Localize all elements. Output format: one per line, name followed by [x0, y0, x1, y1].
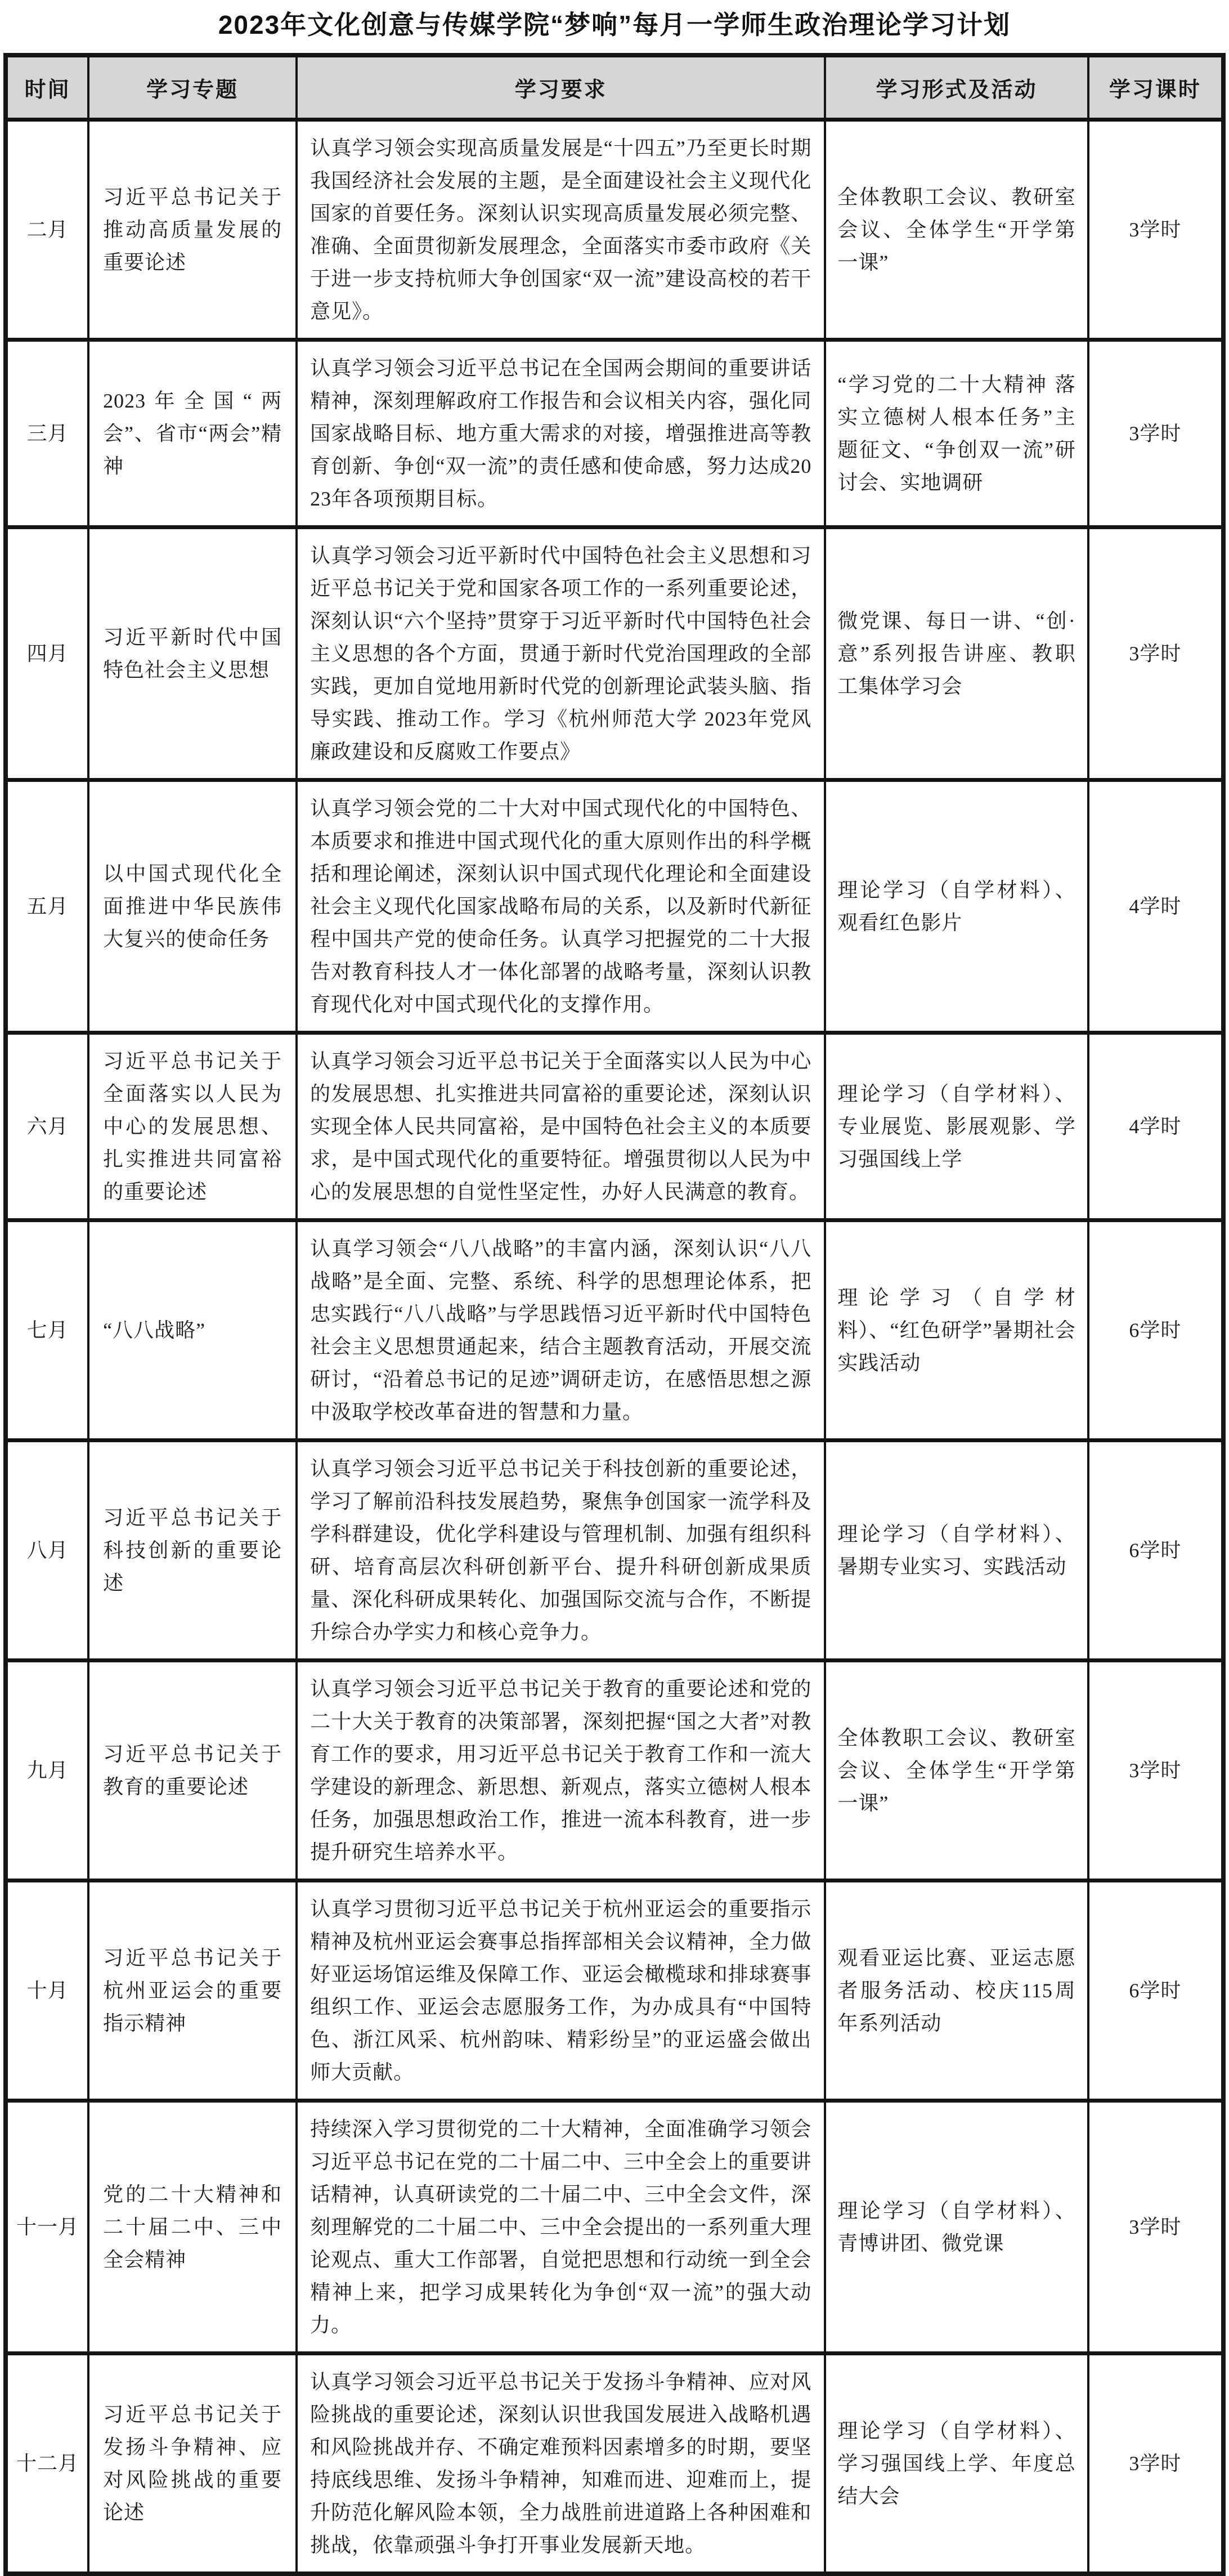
cell-form: 观看亚运比赛、亚运志愿者服务活动、校庆115周年系列活动: [825, 1880, 1088, 2100]
cell-hours: 3学时: [1088, 2353, 1223, 2574]
cell-month: 五月: [6, 780, 88, 1032]
col-header-form: 学习形式及活动: [825, 55, 1088, 120]
cell-hours: 6学时: [1088, 1880, 1223, 2100]
cell-requirement: 认真学习领会习近平总书记在全国两会期间的重要讲话精神，深刻理解政府工作报告和会议相关内容，强化同国家战略目标、地方重大需求的对接，增强推进高等教育创新、争创“双一流”的责任感和使命感，努力达成2023年各项预期目标。: [297, 339, 825, 527]
cell-hours: 3学时: [1088, 527, 1223, 780]
cell-form: 理论学习（自学材料）、暑期专业实习、实践活动: [825, 1440, 1088, 1660]
cell-hours: 4学时: [1088, 780, 1223, 1032]
cell-requirement: 认真学习领会习近平总书记关于全面落实以人民为中心的发展思想、扎实推进共同富裕的重要论述，深刻认识实现全体人民共同富裕，是中国特色社会主义的本质要求，是中国式现代化的重要特征。增强贯彻以人民为中心的发展思想的自觉性坚定性，办好人民满意的教育。: [297, 1032, 825, 1220]
table-row: [6, 527, 1223, 780]
cell-form: 理论学习（自学材料）、青博讲团、微党课: [825, 2100, 1088, 2353]
cell-requirement: 认真学习领会习近平总书记关于教育的重要论述和党的二十大关于教育的决策部署，深刻把握“国之大者”对教育工作的要求，用习近平总书记关于教育工作和一流大学建设的新理念、新思想、新观点，落实立德树人根本任务，加强思想政治工作，推进一流本科教育，进一步提升研究生培养水平。: [297, 1660, 825, 1880]
page-title: 2023年文化创意与传媒学院“梦响”每月一学师生政治理论学习计划: [218, 10, 1011, 39]
col-header-requirement: 学习要求: [297, 55, 825, 120]
cell-hours: 4学时: [1088, 1032, 1223, 1220]
cell-topic: 党的二十大精神和二十届二中、三中全会精神: [88, 2100, 297, 2353]
cell-form: 理论学习（自学材料）、“红色研学”暑期社会实践活动: [825, 1220, 1088, 1440]
cell-month: 七月: [6, 1220, 88, 1440]
table-row: [6, 339, 1223, 527]
cell-month: 九月: [6, 1660, 88, 1880]
col-header-topic: 学习专题: [88, 55, 297, 120]
table-row: [6, 2353, 1223, 2574]
table-row: [6, 1880, 1223, 2100]
cell-topic: 习近平总书记关于教育的重要论述: [88, 1660, 297, 1880]
cell-month: 三月: [6, 339, 88, 527]
cell-requirement: 认真学习领会习近平总书记关于科技创新的重要论述，学习了解前沿科技发展趋势，聚焦争创国家一流学科及学科群建设，优化学科建设与管理机制、加强有组织科研、培育高层次科研创新平台、提升科研创新成果质量、深化科研成果转化、加强国际交流与合作，不断提升综合办学实力和核心竞争力。: [297, 1440, 825, 1660]
cell-month: 十一月: [6, 2100, 88, 2353]
cell-hours: 3学时: [1088, 2100, 1223, 2353]
cell-topic: 习近平总书记关于发扬斗争精神、应对风险挑战的重要论述: [88, 2353, 297, 2574]
cell-topic: 习近平新时代中国特色社会主义思想: [88, 527, 297, 780]
cell-topic: 习近平总书记关于科技创新的重要论述: [88, 1440, 297, 1660]
cell-requirement: 认真学习领会习近平总书记关于发扬斗争精神、应对风险挑战的重要论述，深刻认识世我国发展进入战略机遇和风险挑战并存、不确定难预料因素增多的时期，要坚持底线思维、发扬斗争精神，知难而进、迎难而上，提升防范化解风险本领，全力战胜前进道路上各种困难和挑战，依靠顽强斗争打开事业发展新天地。: [297, 2353, 825, 2574]
cell-form: 全体教职工会议、教研室会议、全体学生“开学第一课”: [825, 1660, 1088, 1880]
cell-form: 全体教职工会议、教研室会议、全体学生“开学第一课”: [825, 119, 1088, 339]
cell-requirement: 认真学习领会习近平新时代中国特色社会主义思想和习近平总书记关于党和国家各项工作的一系列重要论述，深刻认识“六个坚持”贯穿于习近平新时代中国特色社会主义思想的各个方面，贯通于新时代党治国理政的全部实践，更加自觉地用新时代党的创新理论武装头脑、指导实践、推动工作。学习《杭州师范大学 2023年党风廉政建设和反腐败工作要点》: [297, 527, 825, 780]
cell-topic: “八八战略”: [88, 1220, 297, 1440]
table-row: [6, 1660, 1223, 1880]
table-row: [6, 780, 1223, 1032]
cell-hours: 3学时: [1088, 119, 1223, 339]
cell-requirement: 认真学习领会“八八战略”的丰富内涵，深刻认识“八八战略”是全面、完整、系统、科学的思想理论体系，把忠实践行“八八战略”与学思践悟习近平新时代中国特色社会主义思想贯通起来，结合主题教育活动，开展交流研讨，“沿着总书记的足迹”调研走访，在感悟思想之源中汲取学校改革奋进的智慧和力量。: [297, 1220, 825, 1440]
table-row: [6, 1032, 1223, 1220]
cell-hours: 3学时: [1088, 339, 1223, 527]
cell-month: 十二月: [6, 2353, 88, 2574]
study-plan-table: [3, 53, 1226, 2576]
cell-month: 二月: [6, 119, 88, 339]
cell-requirement: 持续深入学习贯彻党的二十大精神，全面准确学习领会习近平总书记在党的二十届二中、三中全会上的重要讲话精神，认真研读党的二十届二中、三中全会文件，深刻理解党的二十届二中、三中全会提出的一系列重大理论观点、重大工作部署，自觉把思想和行动统一到全会精神上来，把学习成果转化为争创“双一流”的强大动力。: [297, 2100, 825, 2353]
cell-form: 理论学习（自学材料）、专业展览、影展观影、学习强国线上学: [825, 1032, 1088, 1220]
cell-month: 四月: [6, 527, 88, 780]
cell-hours: 6学时: [1088, 1440, 1223, 1660]
cell-form: 微党课、每日一讲、“创·意”系列报告讲座、教职工集体学习会: [825, 527, 1088, 780]
cell-requirement: 认真学习领会实现高质量发展是“十四五”乃至更长时期我国经济社会发展的主题，是全面建设社会主义现代化国家的首要任务。深刻认识实现高质量发展必须完整、准确、全面贯彻新发展理念，全面落实市委市政府《关于进一步支持杭师大争创国家“双一流”建设高校的若干意见》。: [297, 119, 825, 339]
col-header-hours: 学习课时: [1088, 55, 1223, 120]
cell-topic: 习近平总书记关于推动高质量发展的重要论述: [88, 119, 297, 339]
col-header-time: 时间: [6, 55, 88, 120]
cell-requirement: 认真学习领会党的二十大对中国式现代化的中国特色、本质要求和推进中国式现代化的重大原则作出的科学概括和理论阐述，深刻认识中国式现代化理论和全面建设社会主义现代化国家战略布局的关系，以及新时代新征程中国共产党的使命任务。认真学习把握党的二十大报告对教育科技人才一体化部署的战略考量，深刻认识教育现代化对中国式现代化的支撑作用。: [297, 780, 825, 1032]
cell-hours: 6学时: [1088, 1220, 1223, 1440]
cell-topic: 习近平总书记关于全面落实以人民为中心的发展思想、扎实推进共同富裕的重要论述: [88, 1032, 297, 1220]
cell-month: 十月: [6, 1880, 88, 2100]
header-row: [6, 55, 1223, 120]
table-row: [6, 1220, 1223, 1440]
table-header: [6, 55, 1223, 120]
cell-month: 八月: [6, 1440, 88, 1660]
cell-form: 理论学习（自学材料）、观看红色影片: [825, 780, 1088, 1032]
cell-hours: 3学时: [1088, 1660, 1223, 1880]
cell-form: “学习党的二十大精神 落实立德树人根本任务”主题征文、“争创双一流”研讨会、实地调研: [825, 339, 1088, 527]
cell-topic: 习近平总书记关于杭州亚运会的重要指示精神: [88, 1880, 297, 2100]
table-row: [6, 1440, 1223, 1660]
table-row: [6, 2100, 1223, 2353]
cell-form: 理论学习（自学材料）、学习强国线上学、年度总结大会: [825, 2353, 1088, 2574]
cell-month: 六月: [6, 1032, 88, 1220]
table-body: [6, 119, 1223, 2574]
cell-requirement: 认真学习贯彻习近平总书记关于杭州亚运会的重要指示精神及杭州亚运会赛事总指挥部相关会议精神，全力做好亚运场馆运维及保障工作、亚运会橄榄球和排球赛事组织工作、亚运会志愿服务工作，为办成具有“中国特色、浙江风采、杭州韵味、精彩纷呈”的亚运盛会做出师大贡献。: [297, 1880, 825, 2100]
table-row: [6, 119, 1223, 339]
cell-topic: 2023年全国“两会”、省市“两会”精神: [88, 339, 297, 527]
cell-topic: 以中国式现代化全面推进中华民族伟大复兴的使命任务: [88, 780, 297, 1032]
